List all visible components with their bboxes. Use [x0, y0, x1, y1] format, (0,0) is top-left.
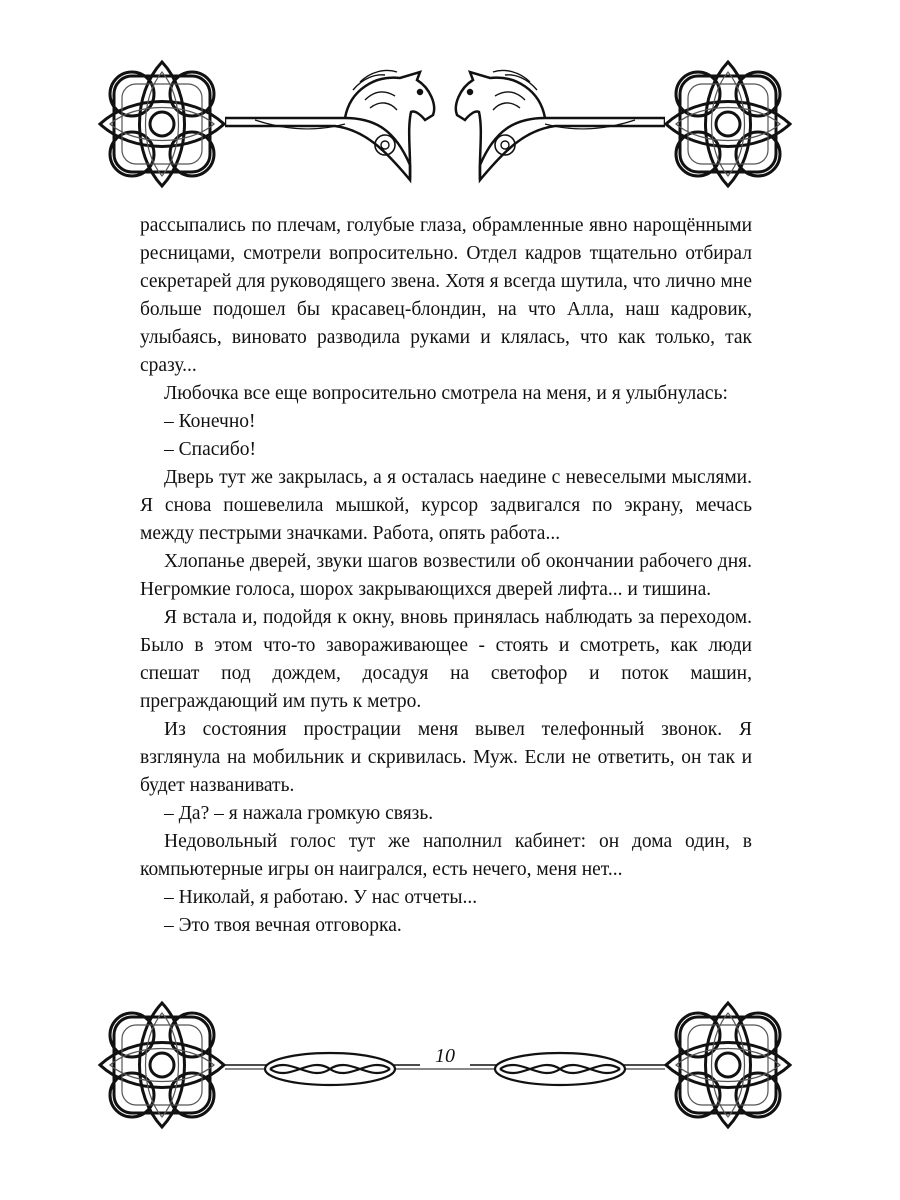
- dialogue-line: – Николай, я работаю. У нас отчеты...: [164, 887, 478, 908]
- chapter-text: [140, 212, 752, 940]
- dialogue-line: – Это твоя вечная отговорка.: [164, 915, 402, 936]
- paragraph: рассыпались по плечам, голубые глаза, обрамленные явно нарощёнными ресницами, смотрели вопросительно. Отдел кадров тщательно отбирал секретарей для руководящего звена. Хотя я всегда шутила, что лично мне больше подошел бы красавец-блондин, на что Алла, наш кадровик, улыбаясь, виновато разводила руками и клялась, что как только, так сразу...: [140, 215, 752, 376]
- paragraph: Хлопанье дверей, звуки шагов возвестили об окончании рабочего дня. Негромкие голоса, шорох закрывающихся дверей лифта... и тишина.: [140, 551, 752, 600]
- dialogue-line: – Конечно!: [164, 411, 256, 432]
- dialogue-line: – Спасибо!: [164, 439, 256, 460]
- celtic-knot-icon: [92, 54, 232, 194]
- paragraph: Недовольный голос тут же наполнил кабинет: он дома один, в компьютерные игры он наигрался, есть нечего, меня нет...: [140, 831, 752, 880]
- twin-horses-ornament-icon: [225, 60, 665, 190]
- paragraph: Дверь тут же закрылась, а я осталась наедине с невеселыми мыслями. Я снова пошевелила мышкой, курсор задвигался по экрану, мечась между пестрыми значками. Работа, опять работа...: [140, 467, 752, 544]
- celtic-knot-icon: [658, 54, 798, 194]
- celtic-knot-icon: [92, 995, 232, 1135]
- paragraph: Из состояния прострации меня вывел телефонный звонок. Я взглянула на мобильник и скривилась. Муж. Если не ответить, он так и будет названивать.: [140, 719, 752, 796]
- celtic-knot-icon: [658, 995, 798, 1135]
- paragraph: Я встала и, подойдя к окну, вновь принялась наблюдать за переходом. Было в этом что-то завораживающее - стоять и смотреть, как люди спешат под дождем, досадуя на светофор и поток машин, преграждающий им путь к метро.: [140, 607, 752, 712]
- dialogue-line: – Да? – я нажала громкую связь.: [164, 803, 434, 824]
- paragraph: Любочка все еще вопросительно смотрела на меня, и я улыбнулась:: [164, 383, 728, 404]
- page-number: 10: [420, 1045, 470, 1068]
